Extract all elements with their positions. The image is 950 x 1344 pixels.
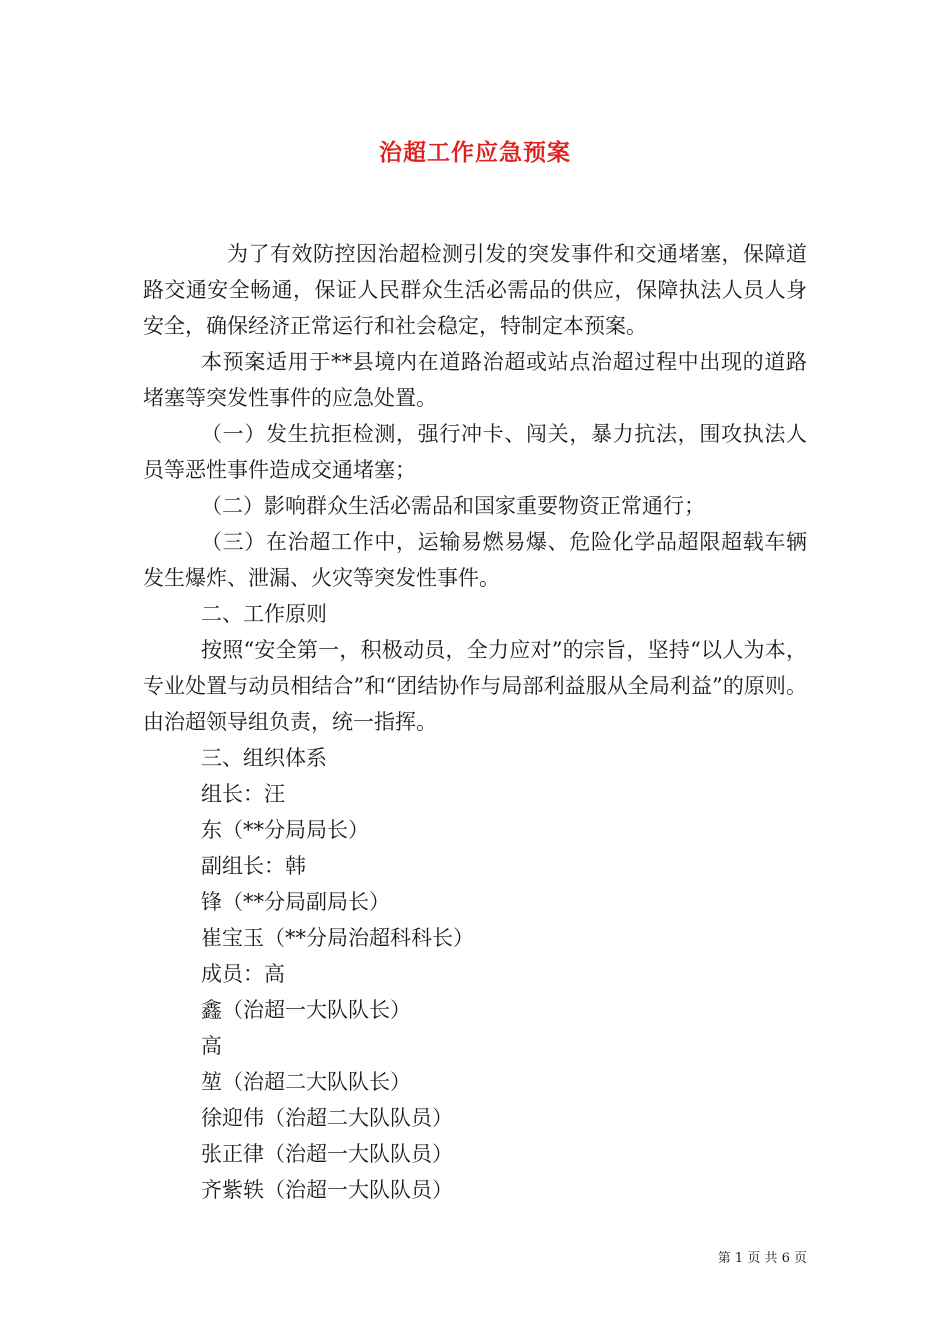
paragraph-purpose: 为了有效防控因治超检测引发的突发事件和交通堵塞，保障道路交通安全畅通，保证人民群众生活必需品的供应，保障执法人员人身安全，确保经济正常运行和社会稳定，特制定本预案。 bbox=[143, 242, 807, 338]
roster-line: 崔宝玉（**分局治超科科长） bbox=[201, 926, 474, 950]
roster-line: 张正律（治超一大队队员） bbox=[201, 1142, 453, 1166]
roster-line: 东（**分局局长） bbox=[201, 818, 369, 842]
paragraph-case-2: （二）影响群众生活必需品和国家重要物资正常通行； bbox=[201, 494, 705, 518]
roster-line: 锋（**分局副局长） bbox=[201, 890, 390, 914]
roster-line: 成员：高 bbox=[201, 962, 285, 986]
document-body bbox=[143, 236, 807, 1208]
roster-line: 副组长：韩 bbox=[201, 854, 306, 878]
section-heading-principles: 二、工作原则 bbox=[201, 602, 327, 626]
roster-line: 高 bbox=[201, 1034, 222, 1058]
roster-line: 堃（治超二大队队长） bbox=[201, 1070, 411, 1094]
document-title: 治超工作应急预案 bbox=[379, 139, 571, 166]
roster-line: 组长：汪 bbox=[201, 782, 285, 806]
roster-line: 徐迎伟（治超二大队队员） bbox=[201, 1106, 453, 1130]
roster-line: 鑫（治超一大队队长） bbox=[201, 998, 411, 1022]
section-heading-organization: 三、组织体系 bbox=[201, 746, 327, 770]
paragraph-scope: 本预案适用于**县境内在道路治超或站点治超过程中出现的道路堵塞等突发性事件的应急处置。 bbox=[143, 350, 807, 410]
roster-line: 齐紫轶（治超一大队队员） bbox=[201, 1178, 453, 1202]
paragraph-case-3: （三）在治超工作中，运输易燃易爆、危险化学品超限超载车辆发生爆炸、泄漏、火灾等突发性事件。 bbox=[143, 530, 807, 590]
paragraph-principles: 按照“安全第一，积极动员，全力应对”的宗旨，坚持“以人为本，专业处置与动员相结合”和“团结协作与局部利益服从全局利益”的原则。由治超领导组负责，统一指挥。 bbox=[143, 638, 807, 734]
page-number-footer: 第 1 页 共 6 页 bbox=[717, 1251, 807, 1266]
paragraph-case-1: （一）发生抗拒检测，强行冲卡、闯关，暴力抗法，围攻执法人员等恶性事件造成交通堵塞； bbox=[143, 422, 807, 482]
